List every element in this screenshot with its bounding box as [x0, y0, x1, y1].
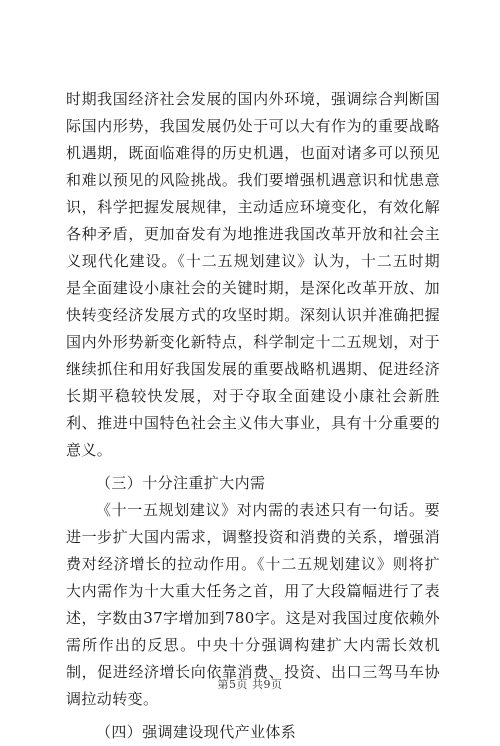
section-heading-industrial-system: （四）强调建设现代产业体系 — [96, 723, 297, 741]
paragraph-domestic-demand: 《十一五规划建议》对内需的表述只有一句话。要进一步扩大国内需求，调整投资和消费的关系，增强消费对经济增长的拉动作用。《十二五规划建议》则将扩大内需作为十大重大任务之首，用了大段篇幅进行了表述，字数由37字增加到780字。这是对我国过度依赖外需所作出的反思。中央十分强调构建扩大内需长效机制，促进经济增长向依靠消费、投资、出口三驾马车协调拉动转变。 — [66, 501, 440, 708]
paragraph-development-environment: 时期我国经济社会发展的国内外环境，强调综合判断国际国内形势，我国发展仍处于可以大有作为的重要战略机遇期，既面临难得的历史机遇，也面对诸多可以预见和难以预见的风险挑战。我们要增强机遇意识和忧患意识，科学把握发展规律，主动适应环境变化，有效化解各种矛盾，更加奋发有为地推进我国改革开放和社会主义现代化建设。《十二五规划建议》认为，十二五时期是全面建设小康社会的关键时期，是深化改革开放、加快转变经济发展方式的攻坚时期。深刻认识并准确把握国内外形势新变化新特点，科学制定十二五规划，对于继续抓住和用好我国发展的重要战略机遇期、促进经济长期平稳较快发展，对于夺取全面建设小康社会新胜利、推进中国特色社会主义伟大事业，具有十分重要的意义。 — [66, 90, 440, 459]
section-heading-domestic-demand: （三）十分注重扩大内需 — [96, 474, 266, 492]
document-body — [66, 86, 440, 746]
page-number-footer: 第5页 共9页 — [217, 678, 283, 691]
